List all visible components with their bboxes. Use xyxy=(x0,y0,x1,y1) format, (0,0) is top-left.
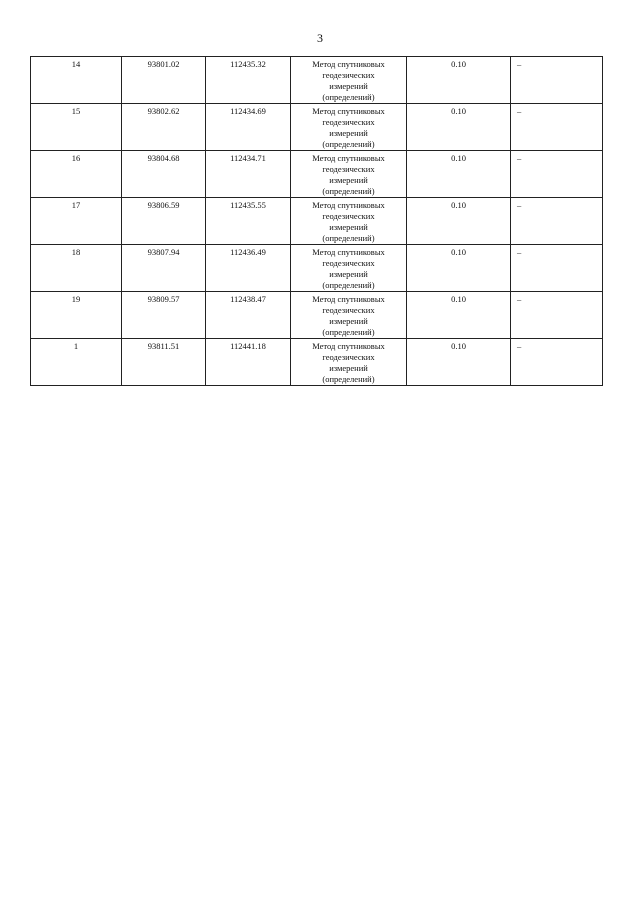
y-coordinate-cell: 112441.18 xyxy=(206,339,291,386)
point-number-cell: 16 xyxy=(31,151,122,198)
method-cell xyxy=(291,245,407,292)
method-line: Метод спутниковых xyxy=(312,341,385,351)
method-line: геодезических xyxy=(322,211,375,221)
method-line: измерений xyxy=(329,175,368,185)
table-row xyxy=(31,245,603,292)
x-coordinate-cell: 93809.57 xyxy=(122,292,206,339)
coordinates-table-body xyxy=(31,57,603,386)
note-cell: – xyxy=(511,198,603,245)
note-cell: – xyxy=(511,292,603,339)
accuracy-cell: 0.10 xyxy=(407,57,511,104)
method-line: геодезических xyxy=(322,164,375,174)
note-cell: – xyxy=(511,104,603,151)
method-cell xyxy=(291,198,407,245)
method-line: Метод спутниковых xyxy=(312,153,385,163)
method-line: геодезических xyxy=(322,305,375,315)
method-cell xyxy=(291,57,407,104)
point-number-cell: 15 xyxy=(31,104,122,151)
y-coordinate-cell: 112434.71 xyxy=(206,151,291,198)
note-cell: – xyxy=(511,339,603,386)
y-coordinate-cell: 112438.47 xyxy=(206,292,291,339)
point-number-cell: 14 xyxy=(31,57,122,104)
method-line: измерений xyxy=(329,363,368,373)
accuracy-cell: 0.10 xyxy=(407,292,511,339)
method-line: геодезических xyxy=(322,258,375,268)
note-cell: – xyxy=(511,57,603,104)
method-line: геодезических xyxy=(322,352,375,362)
table-row xyxy=(31,57,603,104)
page-number: 3 xyxy=(317,31,323,45)
point-number-cell: 1 xyxy=(31,339,122,386)
x-coordinate-cell: 93806.59 xyxy=(122,198,206,245)
method-line: измерений xyxy=(329,316,368,326)
x-coordinate-cell: 93802.62 xyxy=(122,104,206,151)
method-cell xyxy=(291,339,407,386)
method-line: (определений) xyxy=(322,327,375,337)
accuracy-cell: 0.10 xyxy=(407,198,511,245)
method-line: измерений xyxy=(329,222,368,232)
x-coordinate-cell: 93801.02 xyxy=(122,57,206,104)
y-coordinate-cell: 112435.55 xyxy=(206,198,291,245)
table-row xyxy=(31,198,603,245)
table-row xyxy=(31,292,603,339)
method-cell xyxy=(291,104,407,151)
table-row xyxy=(31,104,603,151)
note-cell: – xyxy=(511,151,603,198)
accuracy-cell: 0.10 xyxy=(407,245,511,292)
table-row xyxy=(31,339,603,386)
method-line: Метод спутниковых xyxy=(312,200,385,210)
method-line: (определений) xyxy=(322,139,375,149)
point-number-cell: 18 xyxy=(31,245,122,292)
method-line: (определений) xyxy=(322,186,375,196)
method-line: измерений xyxy=(329,81,368,91)
x-coordinate-cell: 93807.94 xyxy=(122,245,206,292)
method-line: Метод спутниковых xyxy=(312,294,385,304)
y-coordinate-cell: 112435.32 xyxy=(206,57,291,104)
note-cell: – xyxy=(511,245,603,292)
method-cell xyxy=(291,292,407,339)
method-line: измерений xyxy=(329,128,368,138)
method-line: Метод спутниковых xyxy=(312,59,385,69)
method-line: (определений) xyxy=(322,233,375,243)
y-coordinate-cell: 112434.69 xyxy=(206,104,291,151)
method-line: геодезических xyxy=(322,70,375,80)
method-cell xyxy=(291,151,407,198)
accuracy-cell: 0.10 xyxy=(407,151,511,198)
accuracy-cell: 0.10 xyxy=(407,104,511,151)
accuracy-cell: 0.10 xyxy=(407,339,511,386)
method-line: Метод спутниковых xyxy=(312,106,385,116)
method-line: геодезических xyxy=(322,117,375,127)
method-line: (определений) xyxy=(322,374,375,384)
method-line: (определений) xyxy=(322,92,375,102)
method-line: Метод спутниковых xyxy=(312,247,385,257)
coordinates-table xyxy=(30,56,603,386)
point-number-cell: 17 xyxy=(31,198,122,245)
method-line: (определений) xyxy=(322,280,375,290)
x-coordinate-cell: 93811.51 xyxy=(122,339,206,386)
table-row xyxy=(31,151,603,198)
y-coordinate-cell: 112436.49 xyxy=(206,245,291,292)
point-number-cell: 19 xyxy=(31,292,122,339)
method-line: измерений xyxy=(329,269,368,279)
x-coordinate-cell: 93804.68 xyxy=(122,151,206,198)
